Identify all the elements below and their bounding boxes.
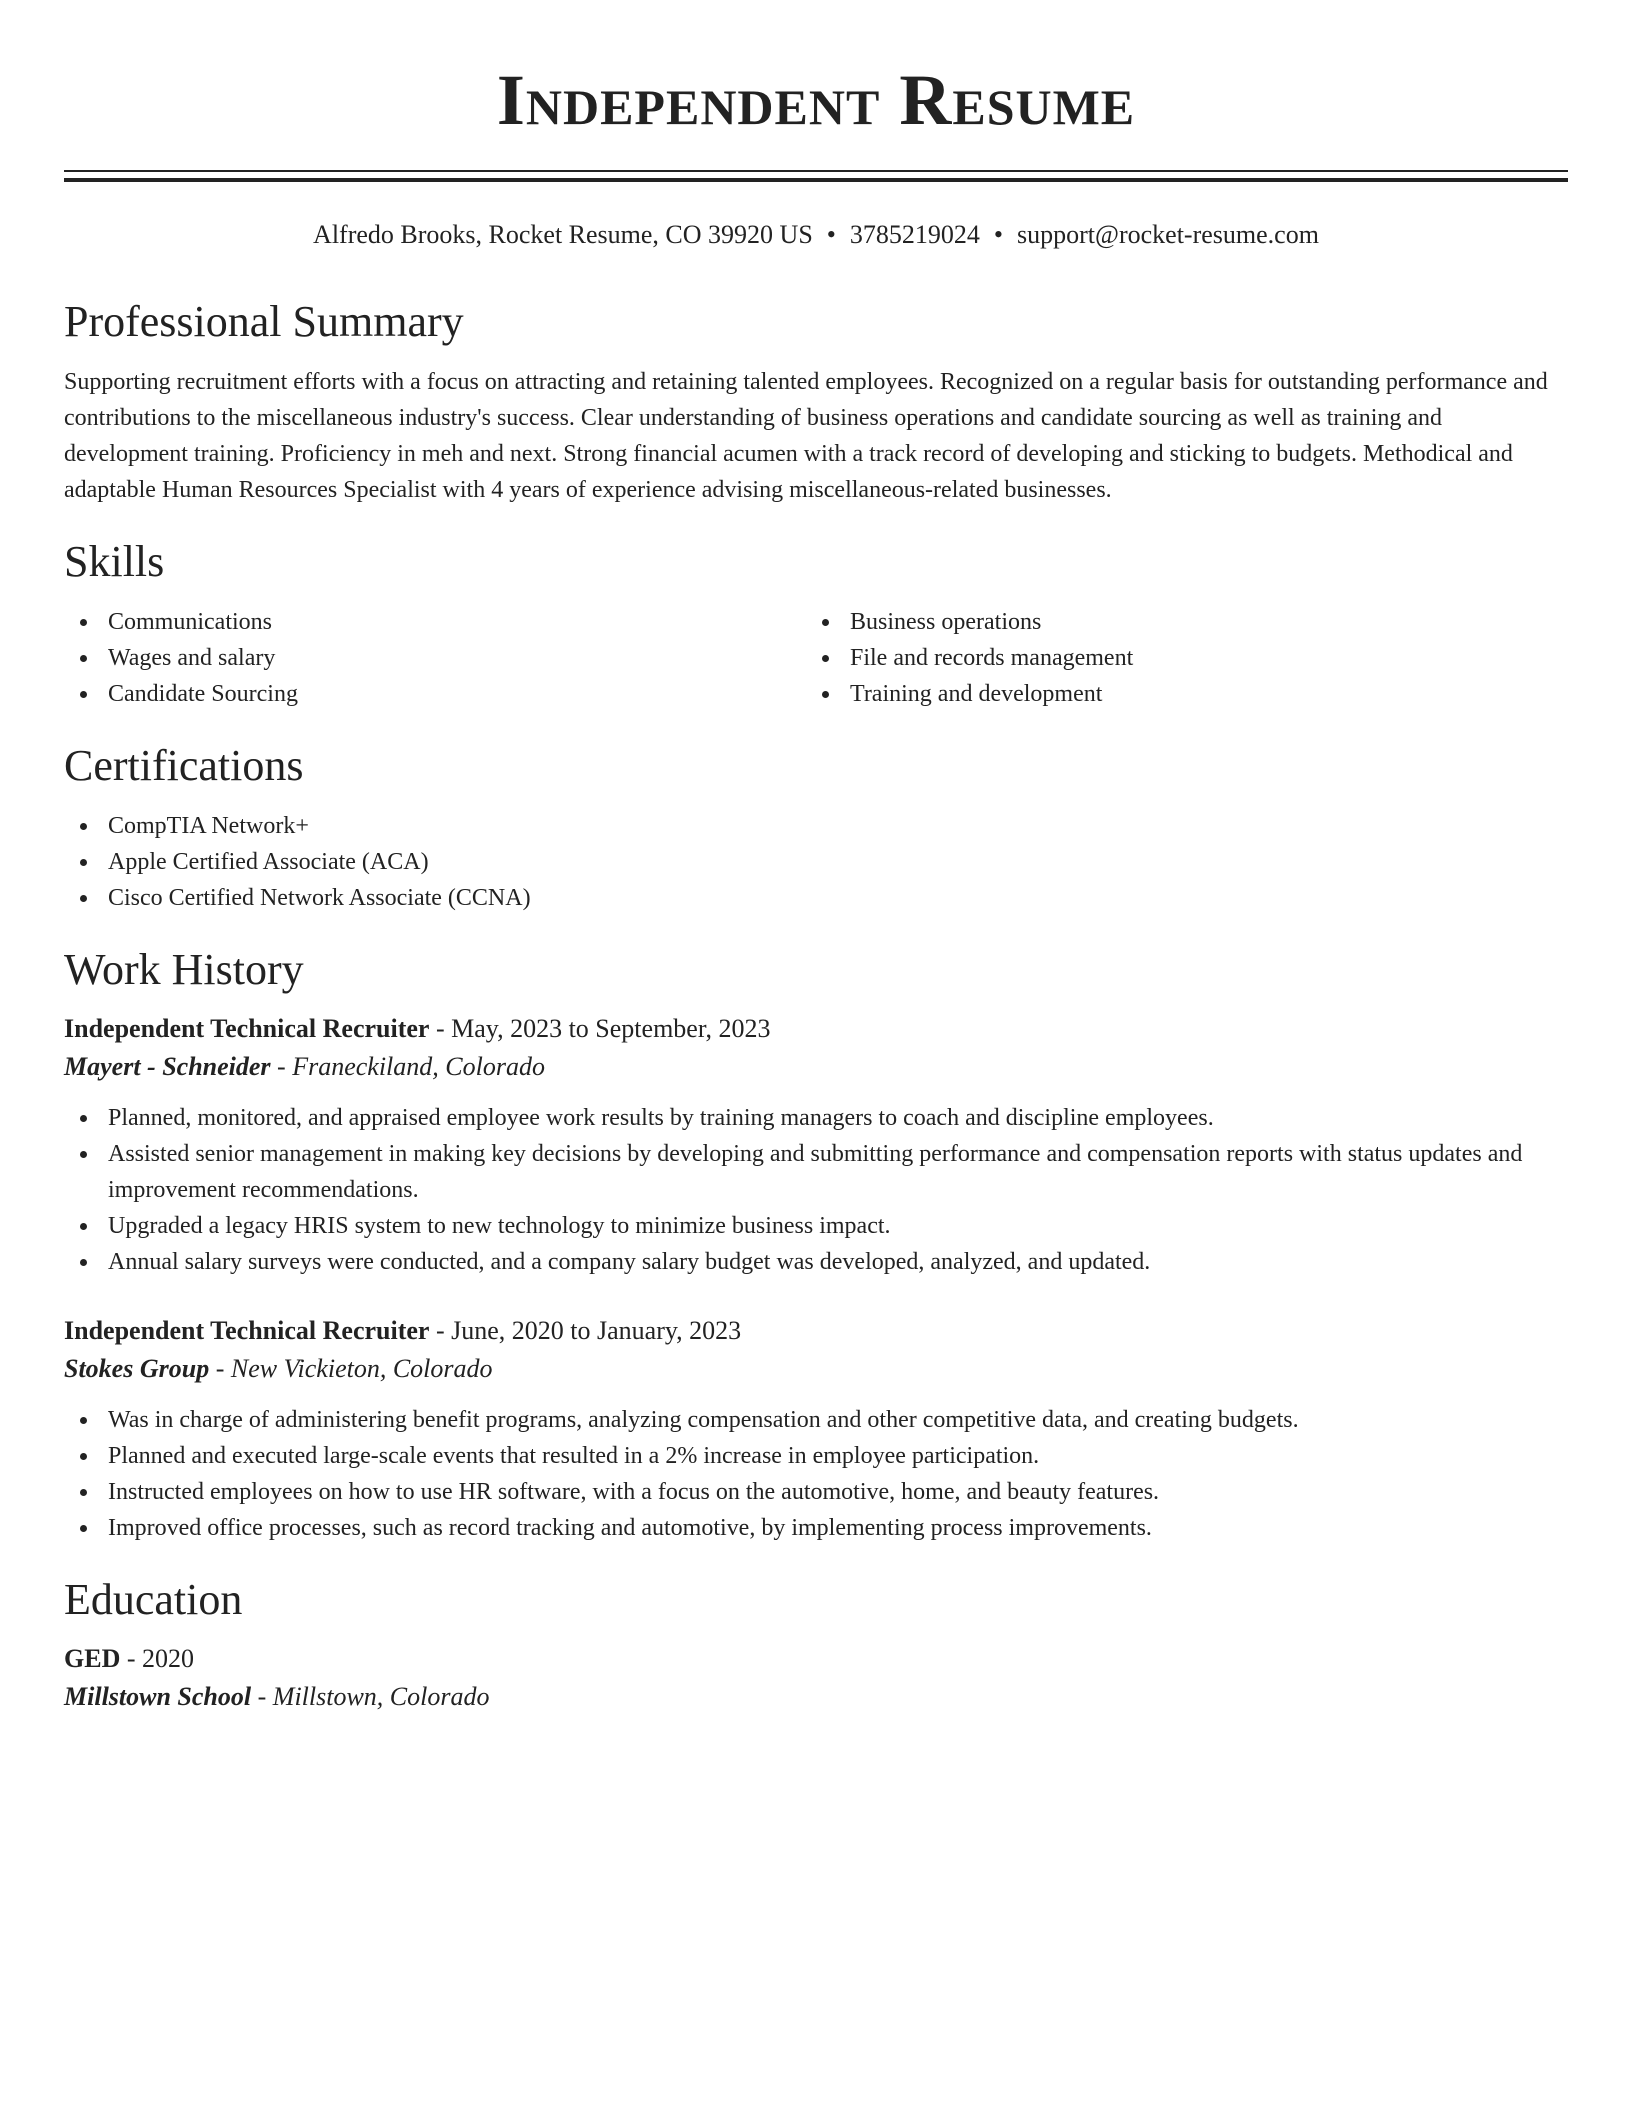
title-divider xyxy=(64,170,1568,182)
job-entry xyxy=(64,1312,1568,1546)
job-bullet: Upgraded a legacy HRIS system to new technology to minimize business impact. xyxy=(64,1208,1568,1244)
job-company: Mayert - Schneider xyxy=(64,1052,271,1081)
job-company: Stokes Group xyxy=(64,1354,210,1383)
job-employer xyxy=(64,1350,1568,1388)
work-history-heading: Work History xyxy=(64,945,304,994)
job-bullets xyxy=(64,1402,1568,1546)
job-location: - New Vickieton, Colorado xyxy=(209,1354,493,1383)
job-dates: - May, 2023 to September, 2023 xyxy=(429,1014,771,1043)
summary-text: Supporting recruitment efforts with a focus on attracting and retaining talented employees. Recognized on a regular basis for outstanding performance and contributions to the miscellaneous industry's success. Clear understanding of business operations and candidate sourcing as well as training and development training. Proficiency in meh and next. Strong financial acumen with a track record of developing and sticking to budgets. Methodical and adaptable Human Resources Specialist with 4 years of experience advising miscellaneous-related businesses. xyxy=(64,369,1548,503)
contact-separator: • xyxy=(826,220,836,249)
education-degree: GED xyxy=(64,1644,121,1673)
job-bullet: Improved office processes, such as record tracking and automotive, by implementing process improvements. xyxy=(64,1510,1568,1546)
skill-item: Candidate Sourcing xyxy=(64,676,806,712)
contact-phone: 3785219024 xyxy=(849,220,980,249)
job-bullet: Was in charge of administering benefit programs, analyzing compensation and other competitive data, and creating budgets. xyxy=(64,1402,1568,1438)
education-school: Millstown School xyxy=(64,1682,252,1711)
contact-address: Alfredo Brooks, Rocket Resume, CO 39920 US xyxy=(313,220,813,249)
education-year: - 2020 xyxy=(120,1644,195,1673)
skill-item: Training and development xyxy=(806,676,1548,712)
certification-item: CompTIA Network+ xyxy=(64,808,1568,844)
job-bullet: Planned and executed large-scale events that resulted in a 2% increase in employee participation. xyxy=(64,1438,1568,1474)
job-bullet: Annual salary surveys were conducted, and a company salary budget was developed, analyzed, and updated. xyxy=(64,1244,1568,1280)
education-heading: Education xyxy=(64,1575,243,1624)
education-school-line xyxy=(64,1678,1568,1716)
certification-item: Cisco Certified Network Associate (CCNA) xyxy=(64,880,1568,916)
skill-item: Business operations xyxy=(806,604,1548,640)
contact-email: support@rocket-resume.com xyxy=(1017,220,1319,249)
skill-item: File and records management xyxy=(806,640,1548,676)
contact-separator: • xyxy=(993,220,1004,249)
resume-title: Independent Resume xyxy=(496,60,1136,140)
skills-left-list xyxy=(64,604,806,712)
skill-item: Wages and salary xyxy=(64,640,806,676)
job-bullet: Assisted senior management in making key decisions by developing and submitting performance and compensation reports with status updates and improvement recommendations. xyxy=(64,1136,1568,1208)
job-header xyxy=(64,1010,1568,1048)
skills-grid xyxy=(64,604,1568,712)
job-dates: - June, 2020 to January, 2023 xyxy=(429,1316,742,1345)
certifications-heading: Certifications xyxy=(64,741,304,790)
summary-heading: Professional Summary xyxy=(64,297,464,346)
job-title: Independent Technical Recruiter xyxy=(64,1316,430,1345)
skills-right-list xyxy=(806,604,1548,712)
skills-heading: Skills xyxy=(64,537,165,586)
job-bullet: Planned, monitored, and appraised employee work results by training managers to coach and discipline employees. xyxy=(64,1100,1568,1136)
certifications-list xyxy=(64,808,1568,916)
job-title: Independent Technical Recruiter xyxy=(64,1014,430,1043)
skill-item: Communications xyxy=(64,604,806,640)
education-degree-line xyxy=(64,1640,1568,1678)
education-location: - Millstown, Colorado xyxy=(251,1682,490,1711)
certification-item: Apple Certified Associate (ACA) xyxy=(64,844,1568,880)
job-header xyxy=(64,1312,1568,1350)
job-bullet: Instructed employees on how to use HR software, with a focus on the automotive, home, and beauty features. xyxy=(64,1474,1568,1510)
job-employer xyxy=(64,1048,1568,1086)
job-location: - Franeckiland, Colorado xyxy=(270,1052,545,1081)
contact-line xyxy=(64,218,1568,252)
job-entry xyxy=(64,1010,1568,1280)
job-bullets xyxy=(64,1100,1568,1280)
